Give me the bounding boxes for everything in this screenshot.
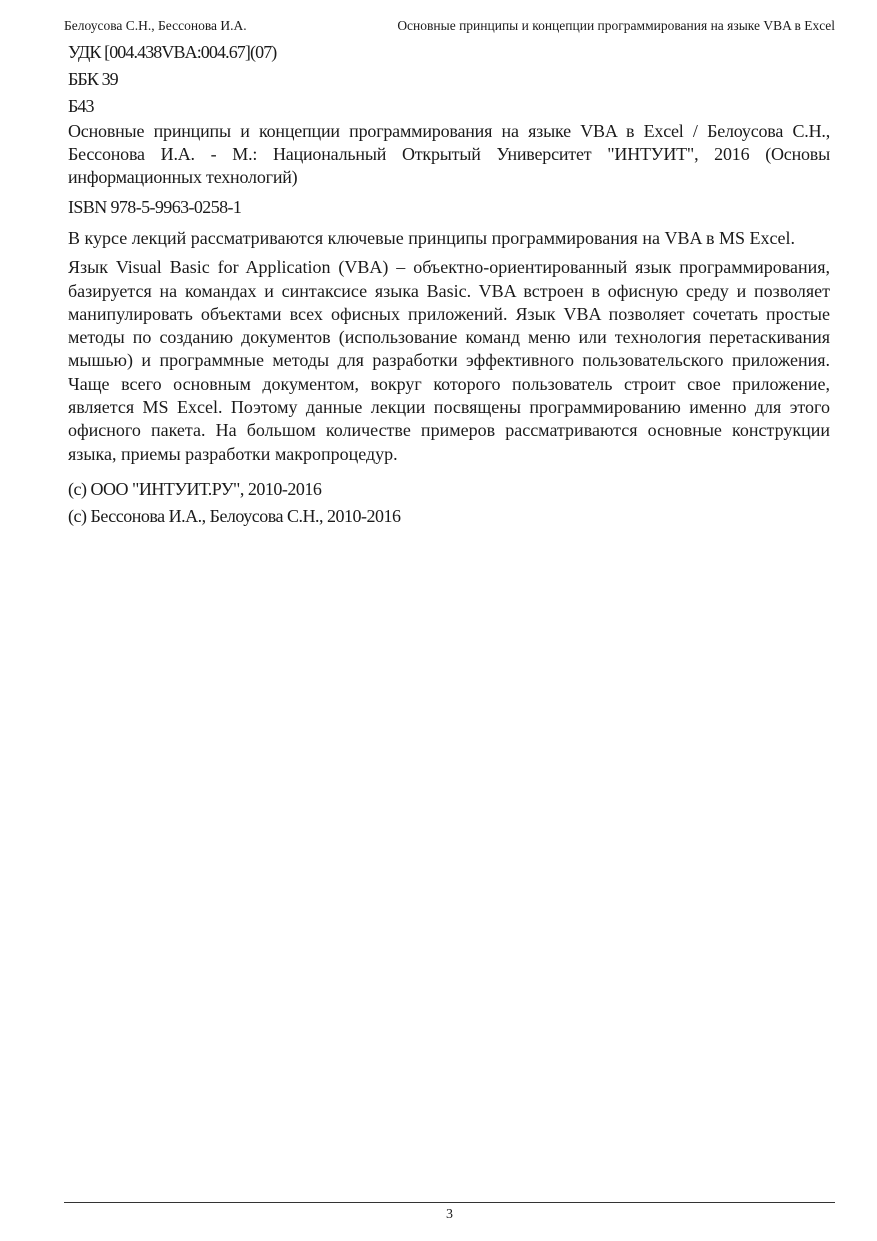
bbk-code: ББК 39 xyxy=(68,69,118,89)
abstract-paragraph-1: В курсе лекций рассматриваются ключевые принципы программирования на VBA в MS Excel. xyxy=(68,228,795,248)
copyright-line-1: (c) ООО "ИНТУИТ.РУ", 2010-2016 xyxy=(68,478,322,499)
udk-code: УДК [004.438VBA:004.67](07) xyxy=(68,42,277,62)
running-header xyxy=(64,16,835,36)
abstract-paragraph-2: Язык Visual Basic for Application (VBA) – объектно-ориентированный язык программирования, базируется на командах и синтаксисе языка Basic. VBA встроен в офисную среду и позволяет манипулировать объектами всех офисных приложений. Язык VBA позволяет сочетать простые методы по созданию документов (использование команд меню или технология перетаскивания мышью) и программные методы для разработки эффективного пользовательского приложения. Чаще всего основным документом, вокруг которого пользователь строит свое приложение, является MS Excel. Поэтому данные лекции посвящены программированию именно для этого офисного пакета. На большом количестве примеров рассматриваются основные конструкции языка, приемы разработки макропроцедур. xyxy=(68,257,830,464)
copyright-line-2: (c) Бессонова И.А., Белоусова С.Н., 2010-2016 xyxy=(68,505,401,526)
header-authors: Белоусова С.Н., Бессонова И.А. xyxy=(64,18,247,33)
author-code: Б43 xyxy=(68,96,94,116)
bibliographic-citation: Основные принципы и концепции программирования на языке VBA в Excel / Белоусова С.Н., Бессонова И.А. - М.: Национальный Открытый Университет "ИНТУИТ", 2016 (Основы информационных технологий) xyxy=(68,121,830,187)
page-number: 3 xyxy=(446,1207,453,1222)
page-content xyxy=(68,40,830,528)
isbn: ISBN 978-5-9963-0258-1 xyxy=(68,197,242,217)
header-book-title: Основные принципы и концепции программирования на языке VBA в Excel xyxy=(397,18,835,33)
footer-divider xyxy=(64,1202,835,1203)
